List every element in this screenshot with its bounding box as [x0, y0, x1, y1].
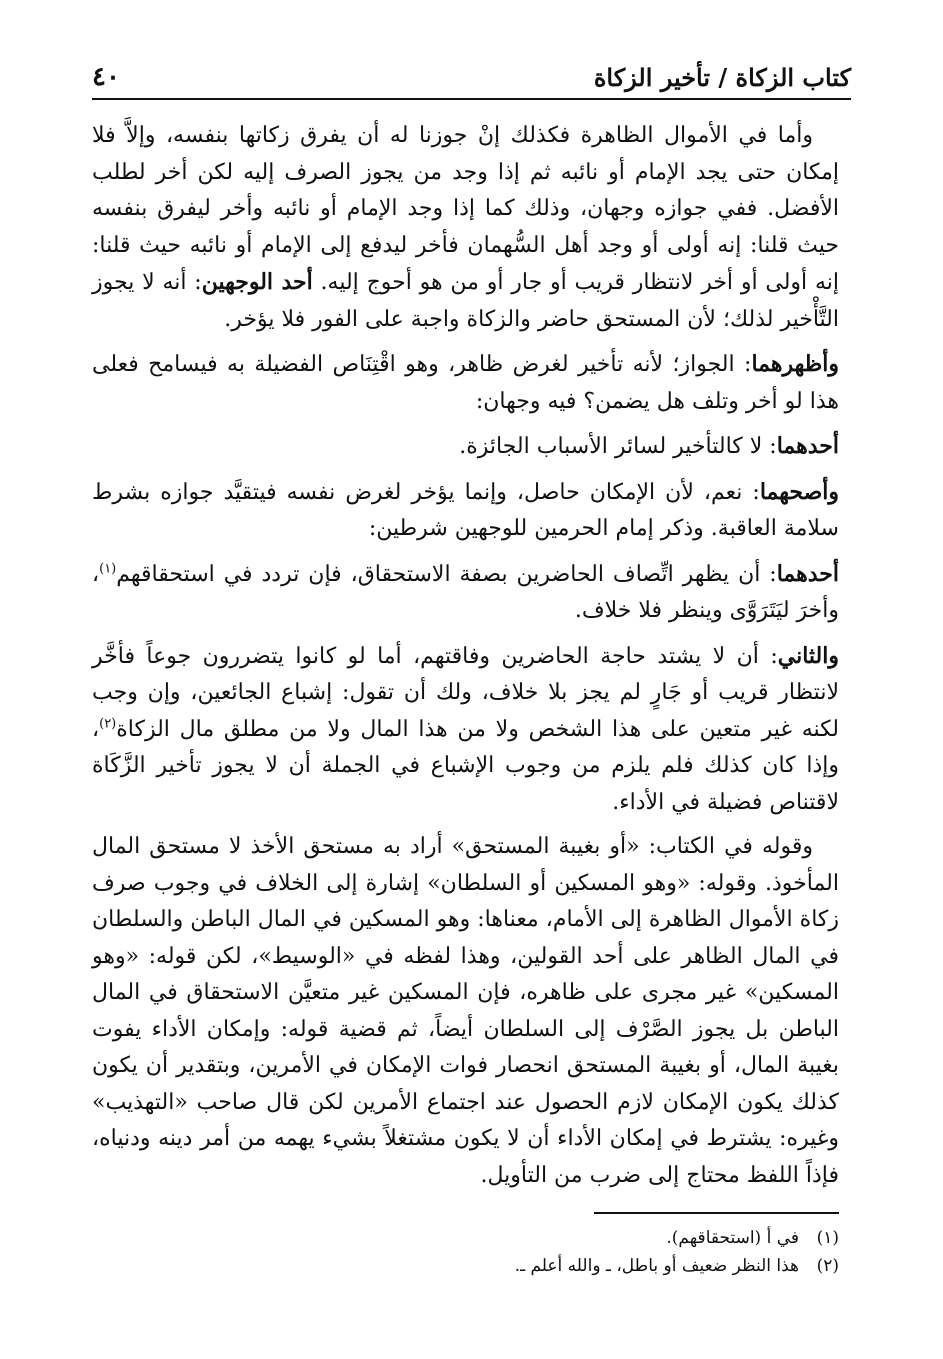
paragraph-text: : أنه لا يجوز التَّأْخير لذلك؛ لأن المستحق حاضر والزكاة واجبة على الفور فلا يؤخر. [92, 270, 839, 332]
paragraph-6 [92, 638, 839, 822]
main-text [92, 118, 839, 1202]
footnote-1 [92, 1224, 839, 1252]
footnote-ref: (٢) [99, 716, 117, 732]
paragraph-7 [92, 829, 839, 1194]
paragraph-1 [92, 118, 839, 338]
paragraph-text: ، وإذا كان كذلك فلم يلزم من وجوب الإشباع في الجملة أن لا يجوز تأخير الزَّكَاة لاقتناص فضيلة في الأداء. [92, 716, 839, 815]
paragraph-lead-term: أحدهما [776, 560, 839, 587]
page-header [92, 52, 851, 100]
footnote-text: في أ (استحقاقهم). [666, 1228, 799, 1248]
page-number: ٤٠ [92, 62, 120, 92]
footnote-divider [594, 1212, 839, 1214]
running-title: كتاب الزكاة / تأخير الزكاة [593, 63, 851, 92]
paragraph-text: : لا كالتأخير لسائر الأسباب الجائزة. [459, 434, 777, 459]
paragraph-4 [92, 474, 839, 548]
paragraph-text: وأما في الأموال الظاهرة فكذلك إنْ جوزنا له أن يفرق زكاتها بنفسه، وإلاَّ فلا إمكان حتى يجد الإمام أو نائبه ثم إذا وجد من يجوز الصرف إليه لكن أخر لطلب الأفضل. ففي جوازه وجهان، وذلك كما إذا وجد الإمام أو نائبه وأخر ليفرق بنفسه حيث قلنا: إنه أولى أو وجد أهل السُّهمان فأخر ليدفع إلى الإمام أو نائبه حيث قلنا: إنه أولى أو أخر لانتظار قريب أو جار أو من هو أحوج إليه. [92, 123, 839, 295]
paragraph-text: : أن لا يشتد حاجة الحاضرين وفاقتهم، أما لو كانوا يتضررون جوعاً فأخَّر لانتظار قريب أو جَارٍ لم يجز بلا خلاف، ولك أن تقول: إشباع الجائعين، وإن وجب لكنه غير متعين على هذا الشخص ولا من هذا المال ولا من مطلق مال الزكاة [92, 643, 839, 742]
paragraph-5 [92, 556, 839, 630]
paragraph-3 [92, 428, 839, 466]
footnote-number: (١) [816, 1228, 839, 1248]
paragraph-lead-term: والثاني [777, 642, 839, 669]
paragraph-text: : الجواز؛ لأنه تأخير لغرض ظاهر، وهو اقْتِنَاص الفضيلة به فيسامح فعلى هذا لو أخر وتلف هل يضمن؟ فيه وجهان: [92, 352, 839, 414]
paragraph-lead-term: أحد الوجهين [201, 269, 313, 295]
footnote-number: (٢) [816, 1256, 839, 1276]
paragraph-lead-term: وأصحهما [759, 478, 839, 505]
footnote-text: هذا النظر ضعيف أو باطل، ـ والله أعلم ـ. [514, 1256, 799, 1276]
paragraph-text: : نعم، لأن الإمكان حاصل، وإنما يؤخر لغرض نفسه فيتقيَّد جوازه بشرط سلامة العاقبة. وذكر إمام الحرمين للوجهين شرطين: [92, 479, 839, 541]
paragraph-2 [92, 346, 839, 420]
footnotes [92, 1212, 839, 1280]
footnote-2 [92, 1252, 839, 1280]
paragraph-lead-term: وأظهرهما [751, 351, 839, 377]
paragraph-text: وقوله في الكتاب: «أو بغيبة المستحق» أراد به مستحق الأخذ لا مستحق المال المأخوذ. وقوله: «وهو المسكين أو السلطان» إشارة إلى الخلاف في وجوب صرف زكاة الأموال الظاهرة إلى الأمام، معناها: وهو المسكين في المال الباطن والسلطان في المال الظاهر على أحد القولين، وهذا لفظه في «الوسيط»، لكن قوله: «وهو المسكين» غير مجرى على ظاهره، فإن المسكين غير متعيَّن الاستحقاق في المال الباطن بل يجوز الصَّرْف إلى السلطان أيضاً، ثم قضية قوله: وإمكان الأداء يفوت بغيبة المال، أو بغيبة المستحق انحصار فوات الإمكان في الأمرين، وبتقدير أن يكون كذلك يكون الإمكان لازم الحصول عند اجتماع الأمرين لكن قال صاحب «التهذيب» وغيره: يشترط في إمكان الأداء أن لا يكون مشتغلاً بشيء يهمه من أمر دينه ودنياه، فإذاً اللفظ محتاج إلى ضرب من التأويل. [92, 834, 839, 1188]
paragraph-text: ، وأخرَ ليَتَرَوَّى وينظر فلا خلاف. [92, 561, 839, 623]
footnote-ref: (١) [99, 561, 117, 577]
paragraph-text: : أن يظهر اتِّصاف الحاضرين بصفة الاستحقاق، فإن تردد في استحقاقهم [116, 561, 777, 587]
paragraph-lead-term: أحدهما [776, 433, 839, 459]
